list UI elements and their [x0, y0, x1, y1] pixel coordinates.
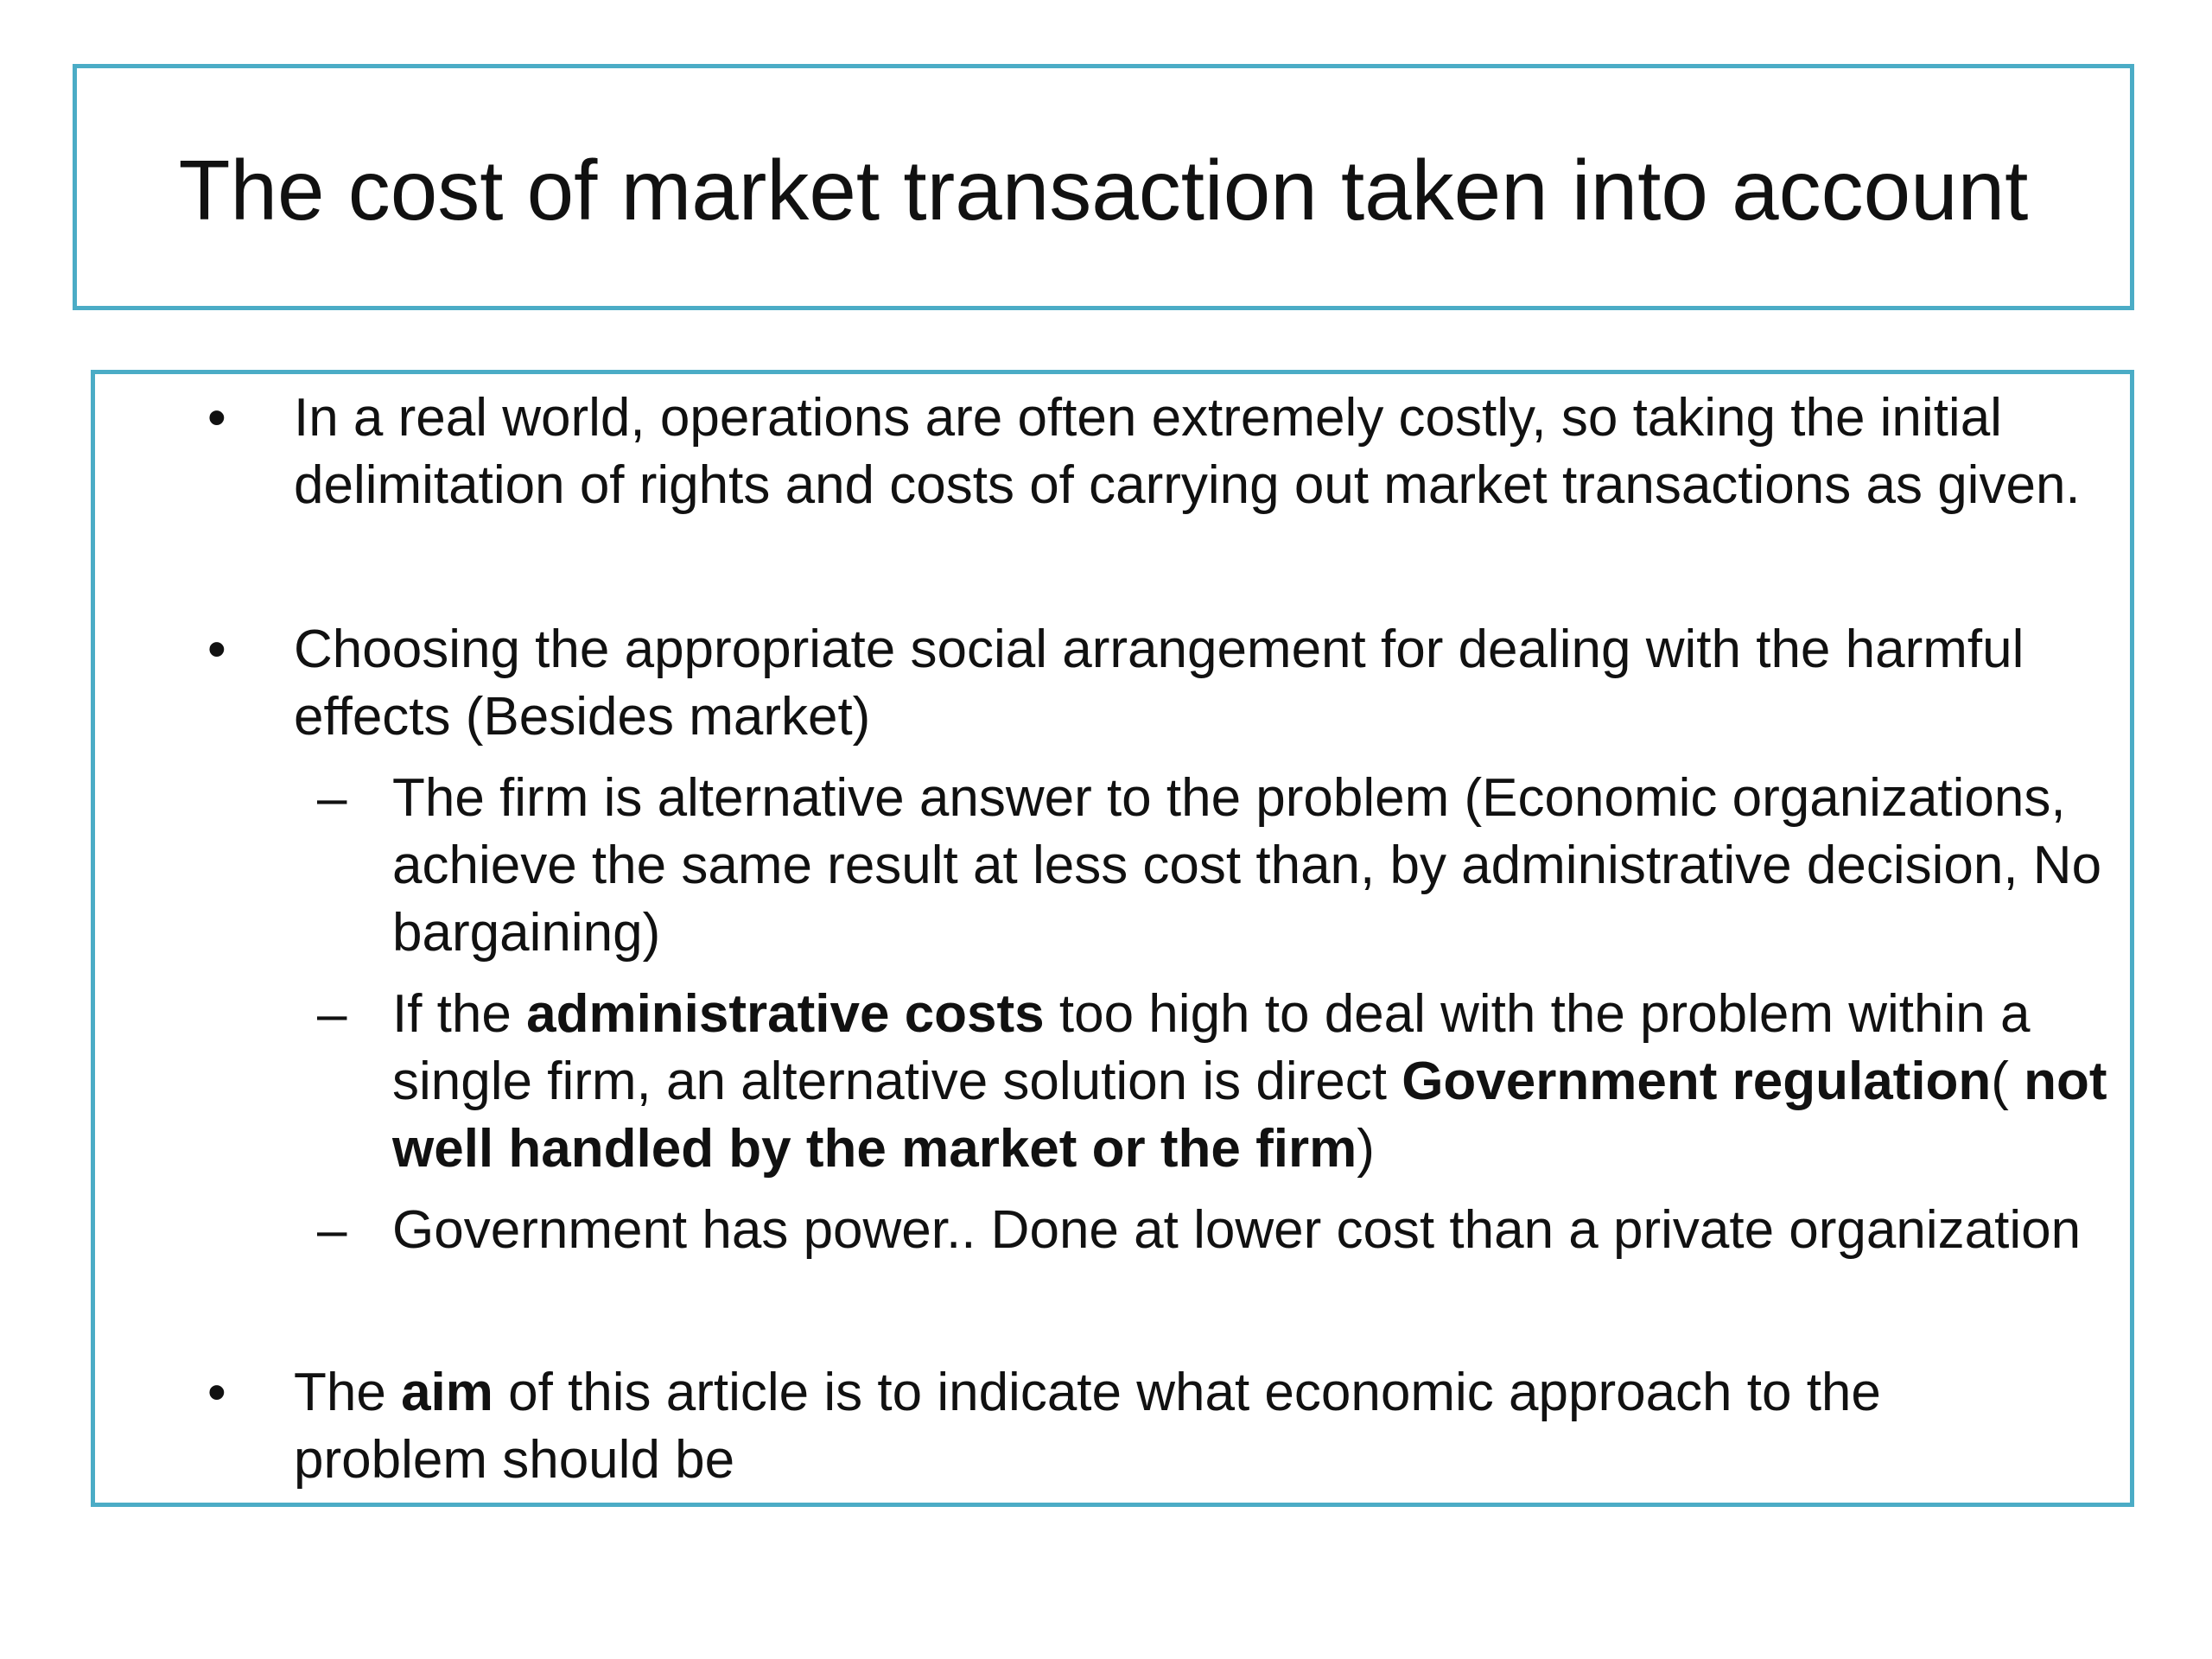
dash-icon: – [317, 1200, 347, 1260]
bold-run: well handled by the market or the firm [392, 1119, 1357, 1179]
text-line: problem should be [294, 1430, 735, 1490]
title-box [73, 64, 2134, 310]
text-run: single firm, an alternative solution is direct [392, 1052, 1402, 1111]
text-line: The firm is alternative answer to the problem (Economic organizations, [392, 768, 2066, 828]
text-line: In a real world, operations are often extremely costly, so taking the initial [294, 388, 2002, 448]
bold-run: aim [401, 1363, 493, 1422]
bold-run: Government regulation [1402, 1052, 1992, 1111]
text-line [294, 1359, 2212, 1427]
text-run: ( [1991, 1052, 2024, 1111]
bold-run: not [2024, 1052, 2107, 1111]
bullet-text [294, 616, 2212, 751]
slide-title: The cost of market transaction taken into account [178, 142, 2029, 238]
bullet-text [294, 385, 2212, 519]
dash-icon: – [317, 984, 347, 1044]
text-line [392, 1048, 2212, 1116]
sub-item-text [392, 1197, 2212, 1264]
text-line: delimitation of rights and costs of carrying out market transactions as given. [294, 455, 2081, 515]
text-line: effects (Besides market) [294, 687, 871, 747]
sub-item-text [392, 765, 2212, 967]
text-line: Government has power.. Done at lower cost than a private organization [392, 1200, 2082, 1260]
bullet-icon: • [207, 1363, 226, 1422]
bold-run: administrative costs [526, 984, 1045, 1044]
text-run: ) [1357, 1119, 1375, 1179]
text-run: If the [392, 984, 527, 1044]
bullet-icon: • [207, 388, 226, 448]
text-run: The [294, 1363, 402, 1422]
content-box [91, 370, 2134, 1507]
sub-item-text [392, 981, 2212, 1183]
text-line: Choosing the appropriate social arrangement for dealing with the harmful [294, 620, 2024, 679]
bullet-icon: • [207, 620, 226, 679]
bullet-text [294, 1359, 2212, 1494]
text-line [392, 981, 2212, 1048]
text-run: too high to deal with the problem within a [1044, 984, 2031, 1044]
dash-icon: – [317, 768, 347, 828]
text-line: achieve the same result at less cost than, by administrative decision, No [392, 836, 2102, 895]
text-run: of this article is to indicate what economic approach to the [493, 1363, 1881, 1422]
text-line [392, 1116, 2212, 1183]
text-line: bargaining) [392, 903, 661, 963]
